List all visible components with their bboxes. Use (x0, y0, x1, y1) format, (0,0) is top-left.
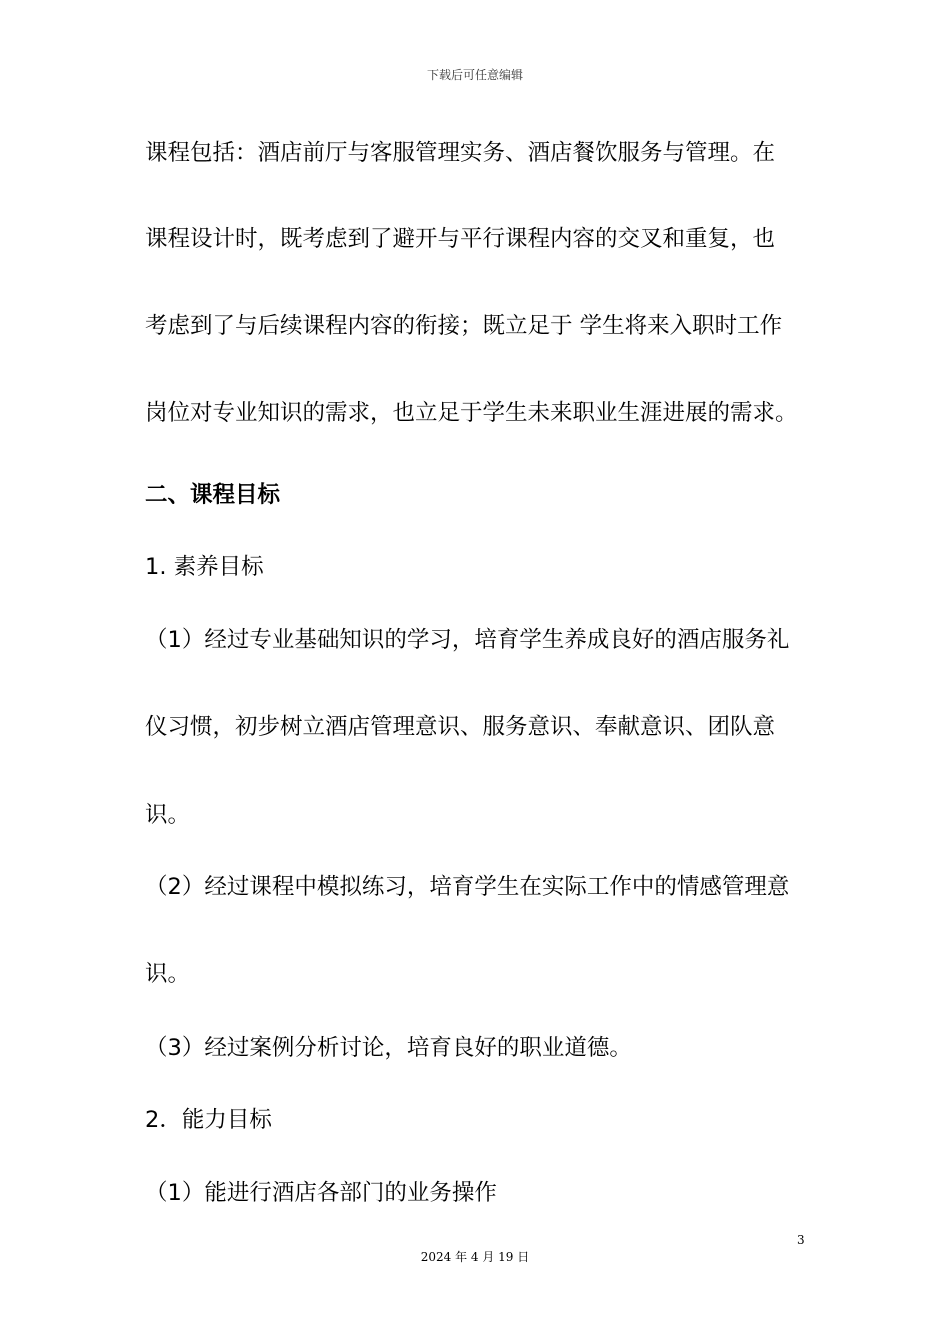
paragraph-line: 识。 (145, 802, 191, 828)
paragraph-line: 仪习惯，初步树立酒店管理意识、服务意识、奉献意识、团队意 (145, 714, 776, 740)
subsection-heading: 1. 素养目标 (145, 554, 264, 580)
paragraph-line: （3）经过案例分析讨论，培育良好的职业道德。 (145, 1035, 632, 1061)
paragraph-line: 课程包括：酒店前厅与客服管理实务、酒店餐饮服务与管理。在 (145, 140, 776, 166)
paragraph-line: 课程设计时，既考虑到了避开与平行课程内容的交叉和重复，也 (145, 226, 776, 252)
paragraph-line: （2）经过课程中模拟练习，培育学生在实际工作中的情感管理意 (145, 874, 790, 900)
subsection-heading: 2．能力目标 (145, 1107, 272, 1133)
paragraph-line: （1）经过专业基础知识的学习，培育学生养成良好的酒店服务礼 (145, 627, 790, 653)
header-note: 下载后可任意编辑 (426, 68, 523, 82)
page-number: 3 (797, 1233, 805, 1247)
footer-date: 2024 年 4 月 19 日 (420, 1250, 530, 1264)
paragraph-line: 考虑到了与后续课程内容的衔接；既立足于 学生将来入职时工作 (145, 313, 783, 339)
section-heading: 二、课程目标 (145, 482, 281, 508)
paragraph-line: （1）能进行酒店各部门的业务操作 (145, 1180, 497, 1206)
paragraph-line: 岗位对专业知识的需求，也立足于学生未来职业生涯进展的需求。 (145, 400, 798, 426)
paragraph-line: 识。 (145, 961, 191, 987)
